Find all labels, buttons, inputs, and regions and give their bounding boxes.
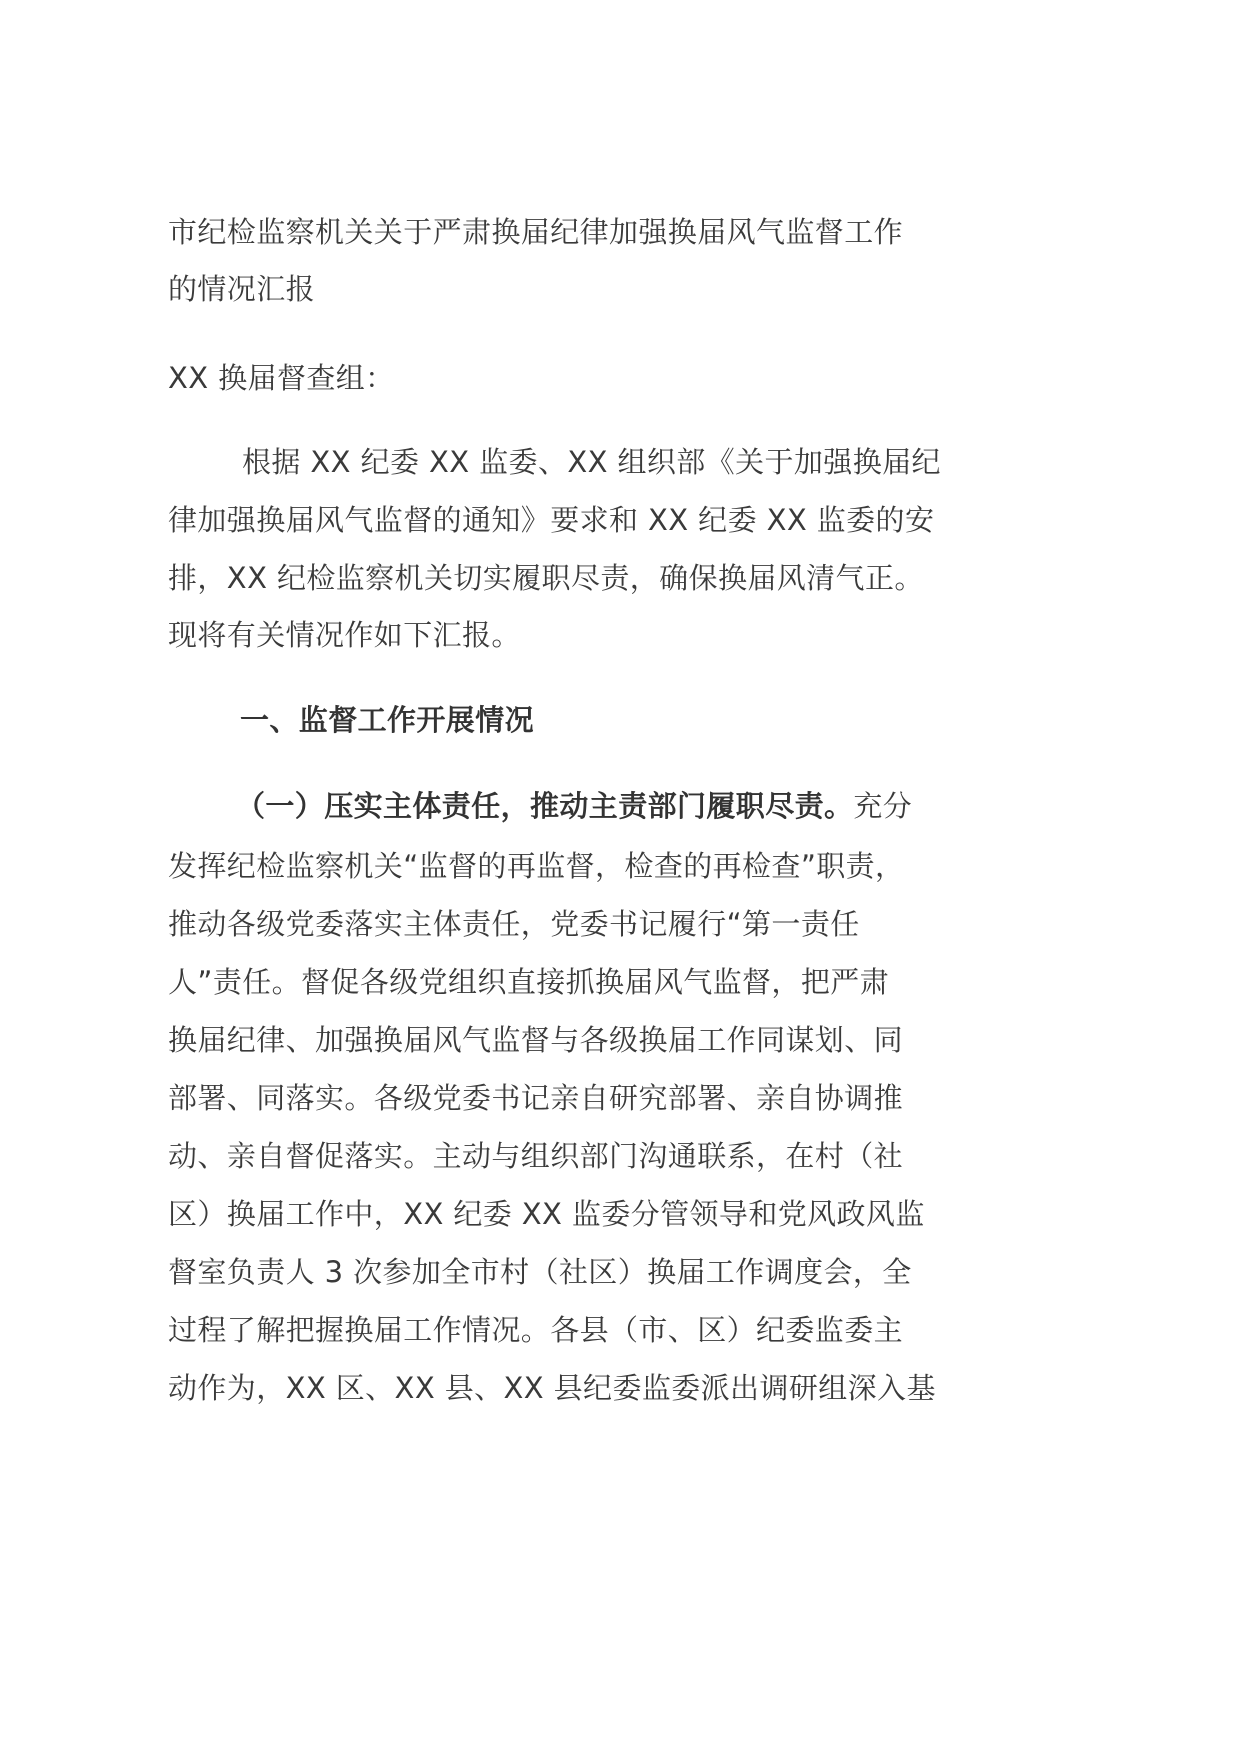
body-line: 动作为，XX 区、XX 县、XX 县纪委监委派出调研组深入基 (168, 1371, 936, 1405)
section-heading: 一、监督工作开展情况 (240, 703, 535, 737)
intro-line: 排，XX 纪检监察机关切实履职尽责，确保换届风清气正。 (168, 561, 924, 595)
subsection-heading: （一）压实主体责任，推动主责部门履职尽责。 (236, 789, 854, 823)
salutation: XX 换届督查组： (168, 361, 395, 395)
body-line: 推动各级党委落实主体责任，党委书记履行“第一责任 (168, 907, 860, 941)
body-line: 部署、同落实。各级党委书记亲自研究部署、亲自协调推 (168, 1081, 904, 1115)
body-line: 动、亲自督促落实。主动与组织部门沟通联系，在村（社 (168, 1139, 904, 1173)
body-line: 区）换届工作中，XX 纪委 XX 监委分管领导和党风政风监 (168, 1197, 925, 1231)
document-title-line-1: 市纪检监察机关关于严肃换届纪律加强换届风气监督工作 (168, 215, 904, 249)
body-line: 换届纪律、加强换届风气监督与各级换届工作同谋划、同 (168, 1023, 904, 1057)
document-title-line-2: 的情况汇报 (168, 272, 316, 306)
body-text: 充分 (853, 789, 913, 823)
subsection-first-line (236, 788, 912, 824)
intro-line: 根据 XX 纪委 XX 监委、XX 组织部《关于加强换届纪 (242, 445, 941, 479)
body-line: 督室负责人 3 次参加全市村（社区）换届工作调度会，全 (168, 1255, 912, 1289)
intro-line: 律加强换届风气监督的通知》要求和 XX 纪委 XX 监委的安 (168, 503, 935, 537)
body-line: 过程了解把握换届工作情况。各县（市、区）纪委监委主 (168, 1313, 904, 1347)
body-line: 发挥纪检监察机关“监督的再监督，检查的再检查”职责， (168, 849, 905, 883)
intro-line: 现将有关情况作如下汇报。 (168, 618, 521, 652)
body-line: 人”责任。督促各级党组织直接抓换届风气监督，把严肃 (168, 965, 890, 999)
